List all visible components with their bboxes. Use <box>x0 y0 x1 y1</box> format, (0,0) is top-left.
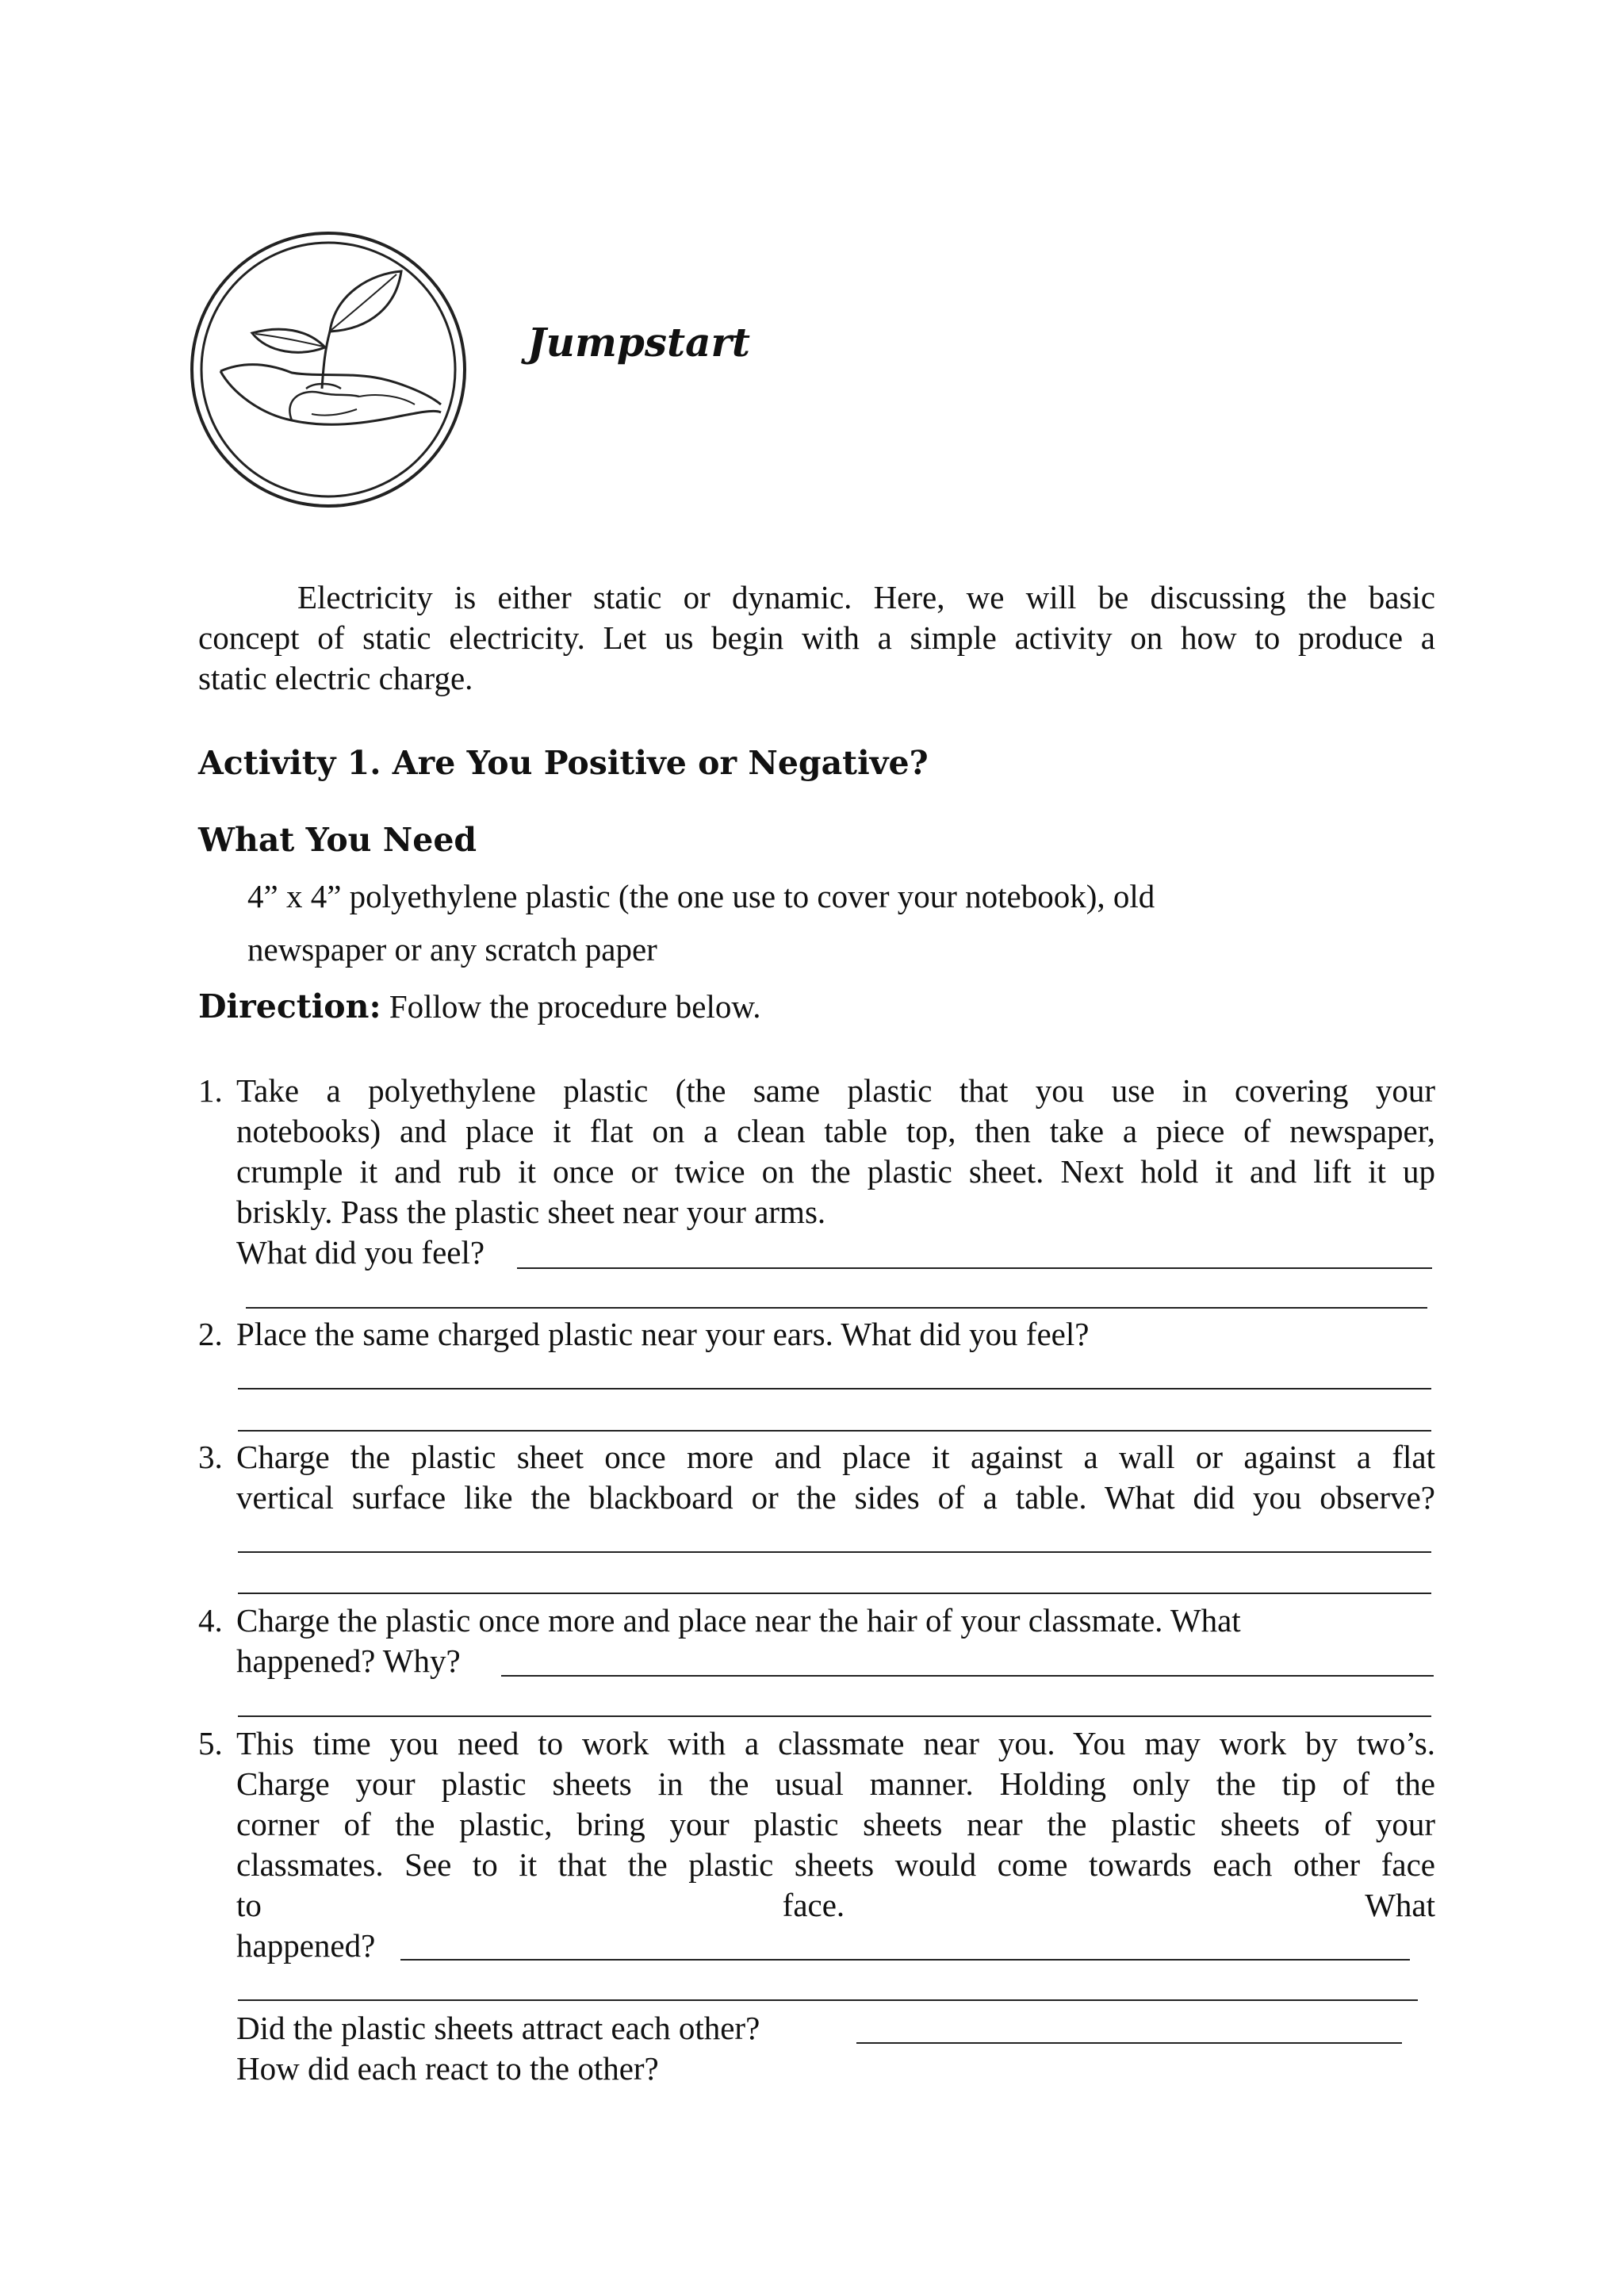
materials-line-1: 4” x 4” polyethylene plastic (the one use to cover your notebook), old <box>247 878 1155 914</box>
intro-line-2: concept of static electricity. Let us begin with a simple activity on how to produce a <box>198 619 1435 656</box>
answer-line[interactable] <box>238 1999 1418 2001</box>
intro-line-1: Electricity is either static or dynamic. Here, we will be discussing the basic <box>297 579 1435 615</box>
step-5-question: happened? <box>236 1927 376 1964</box>
direction-text: Follow the procedure below. <box>381 988 761 1025</box>
step-2-number: 2. <box>198 1316 223 1352</box>
step-5-line-5: to face. What <box>236 1887 1435 1923</box>
step-5-question-2: Did the plastic sheets attract each other? <box>236 2010 760 2046</box>
step-5-number: 5. <box>198 1725 223 1761</box>
jumpstart-logo <box>189 230 468 509</box>
answer-line[interactable] <box>400 1959 1410 1961</box>
step-1-line-3: crumple it and rub it once or twice on the plastic sheet. Next hold it and lift it up <box>236 1153 1435 1190</box>
step-3-number: 3. <box>198 1439 223 1475</box>
step-1-number: 1. <box>198 1072 223 1109</box>
answer-line[interactable] <box>238 1551 1431 1553</box>
step-5-question-3: How did each react to the other? <box>236 2050 659 2087</box>
step-5-line-2: Charge your plastic sheets in the usual manner. Holding only the tip of the <box>236 1765 1435 1802</box>
step-1-question: What did you feel? <box>236 1234 485 1271</box>
answer-line[interactable] <box>238 1715 1431 1717</box>
answer-line[interactable] <box>856 2042 1402 2044</box>
step-5-line-4: classmates. See to it that the plastic sheets would come towards each other face <box>236 1846 1435 1883</box>
activity-title: Activity 1. Are You Positive or Negative? <box>198 744 929 782</box>
step-2-line-1: Place the same charged plastic near your ears. What did you feel? <box>236 1316 1090 1352</box>
direction <box>198 987 761 1027</box>
answer-line[interactable] <box>501 1675 1434 1677</box>
step-5-line-1: This time you need to work with a classmate near you. You may work by two’s. <box>236 1725 1435 1761</box>
direction-label: Direction: <box>198 987 381 1025</box>
what-you-need-heading: What You Need <box>198 821 477 859</box>
materials-line-2: newspaper or any scratch paper <box>247 931 657 968</box>
step-3-line-1: Charge the plastic sheet once more and place it against a wall or against a flat <box>236 1439 1435 1475</box>
step-4-number: 4. <box>198 1602 223 1639</box>
step-5-line-3: corner of the plastic, bring your plastic sheets near the plastic sheets of your <box>236 1806 1435 1842</box>
answer-line[interactable] <box>238 1593 1431 1594</box>
answer-line[interactable] <box>517 1267 1432 1269</box>
step-3-line-2: vertical surface like the blackboard or the sides of a table. What did you observe? <box>236 1479 1435 1516</box>
step-4-line-1: Charge the plastic once more and place near the hair of your classmate. What <box>236 1602 1241 1639</box>
hand-holding-seedling-icon <box>189 230 468 509</box>
step-1-line-1: Take a polyethylene plastic (the same plastic that you use in covering your <box>236 1072 1435 1109</box>
answer-line[interactable] <box>238 1430 1431 1432</box>
answer-line[interactable] <box>238 1388 1431 1389</box>
intro-line-3: static electric charge. <box>198 660 473 696</box>
answer-line[interactable] <box>246 1307 1427 1309</box>
step-1-line-2: notebooks) and place it flat on a clean table top, then take a piece of newspaper, <box>236 1113 1435 1149</box>
step-1-line-4: briskly. Pass the plastic sheet near your arms. <box>236 1194 826 1230</box>
page-title: Jumpstart <box>527 319 750 366</box>
step-4-question: happened? Why? <box>236 1642 461 1679</box>
